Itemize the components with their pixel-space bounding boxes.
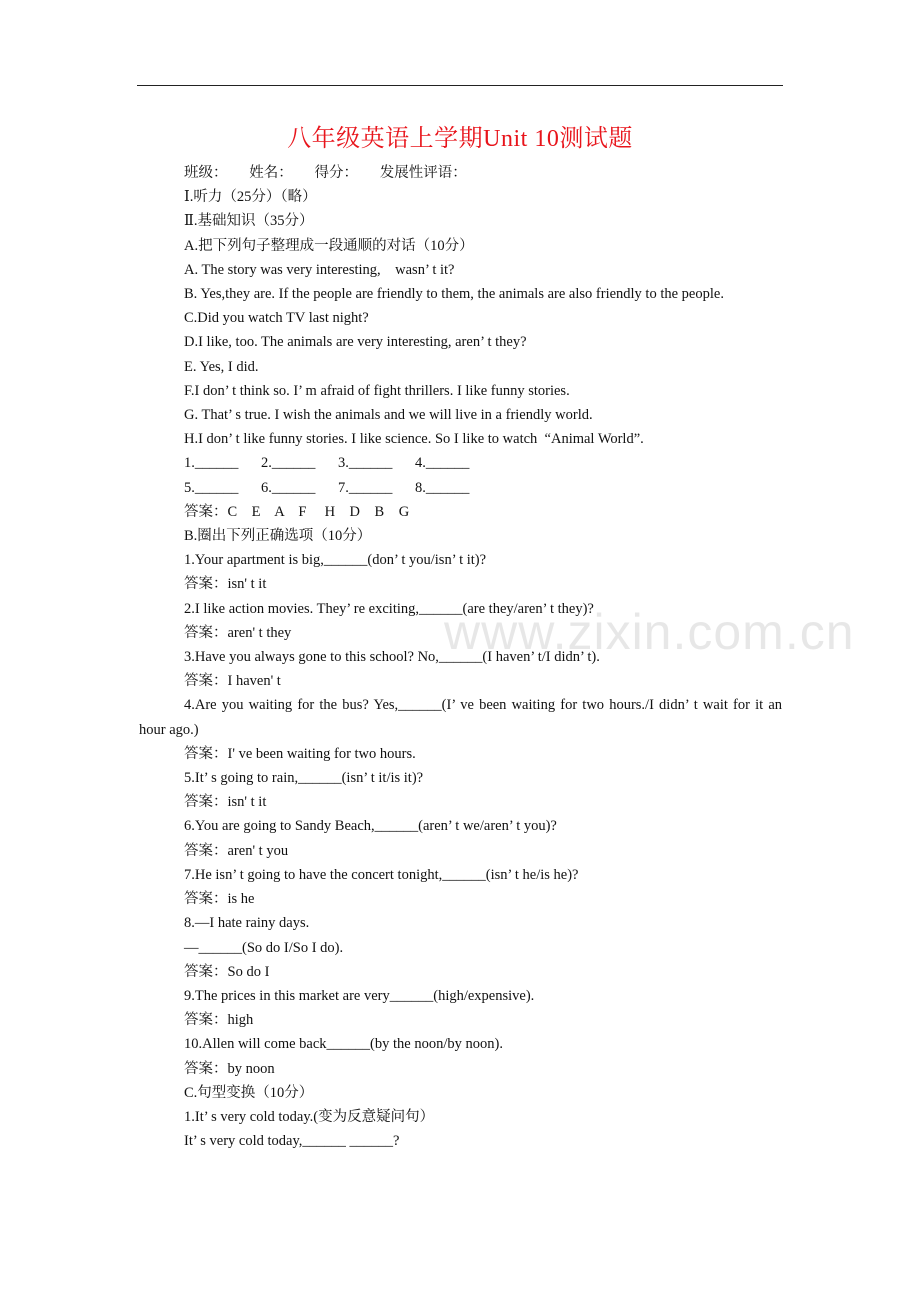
question: 5.It’ s going to rain,______(isn’ t it/is it)? xyxy=(184,770,424,787)
blank: 1.______ xyxy=(184,455,239,472)
answer-blanks-row-1 xyxy=(139,451,782,475)
question: 8.—I hate rainy days. xyxy=(184,915,310,932)
answer: 答案：I' ve been waiting for two hours. xyxy=(184,745,416,762)
blank: 4.______ xyxy=(415,455,470,472)
page-title: 八年级英语上学期Unit 10测试题 xyxy=(287,126,633,152)
dialogue-line-e: E. Yes, I did. xyxy=(184,358,259,375)
question: 10.Allen will come back______(by the noon/by noon). xyxy=(184,1036,503,1053)
blank: 8.______ xyxy=(415,479,470,496)
blank: 3.______ xyxy=(338,455,393,472)
dialogue-line-g: G. That’ s true. I wish the animals and we will live in a friendly world. xyxy=(184,407,593,424)
blank: 6.______ xyxy=(261,479,316,496)
question-blank-line: It’ s very cold today,______ ______? xyxy=(184,1133,400,1150)
question: 2.I like action movies. They’ re exciting,______(are they/aren’ t they)? xyxy=(184,600,594,617)
blank: 5.______ xyxy=(184,479,239,496)
answer: 答案：So do I xyxy=(184,963,270,980)
blank: 2.______ xyxy=(261,455,316,472)
answer: 答案：is he xyxy=(184,891,255,908)
question: 4.Are you waiting for the bus? Yes,______(I’ ve been waiting for two hours./I didn’ t wait for it an hour ago.) xyxy=(139,697,782,738)
answer: 答案：aren' t they xyxy=(184,624,292,641)
question: 1.Your apartment is big,______(don’ t you/isn’ t it)? xyxy=(184,552,487,569)
header-fields: 班级： 姓名： 得分： 发展性评语： xyxy=(184,165,467,181)
blank: 7.______ xyxy=(338,479,393,496)
dialogue-line-f: F.I don’ t think so. I’ m afraid of fight thrillers. I like funny stories. xyxy=(184,382,570,399)
answer: 答案：high xyxy=(184,1012,254,1029)
part-a-heading: A.把下列句子整理成一段通顺的对话（10分） xyxy=(184,237,474,254)
answer: 答案：by noon xyxy=(184,1060,275,1077)
question: 6.You are going to Sandy Beach,______(aren’ t we/aren’ t you)? xyxy=(184,818,557,835)
answer-a: 答案：C E A F H D B G xyxy=(184,503,410,520)
dialogue-line-h: H.I don’ t like funny stories. I like science. So I like to watch “Animal World”. xyxy=(184,431,644,448)
answer: 答案：isn' t it xyxy=(184,576,267,593)
question-continued: —______(So do I/So I do). xyxy=(184,939,344,956)
question: 3.Have you always gone to this school? No,______(I haven’ t/I didn’ t). xyxy=(184,649,600,666)
question: 9.The prices in this market are very______(high/expensive). xyxy=(184,987,535,1004)
document-body xyxy=(139,161,782,1153)
answer: 答案：isn' t it xyxy=(184,794,267,811)
header-rule xyxy=(137,85,783,86)
part-c-heading: C.句型变换（10分） xyxy=(184,1084,314,1101)
section-listening: Ⅰ.听力（25分）（略） xyxy=(184,189,317,206)
answer-blanks-row-2 xyxy=(139,476,782,500)
answer: 答案：aren' t you xyxy=(184,842,289,859)
dialogue-line-a: A. The story was very interesting, wasn’ t it? xyxy=(184,261,455,278)
dialogue-line-b: B. Yes,they are. If the people are friendly to them, the animals are also friendly to the people. xyxy=(184,286,724,303)
question: 1.It’ s very cold today.(变为反意疑问句） xyxy=(184,1108,435,1125)
part-b-heading: B.圈出下列正确选项（10分） xyxy=(184,528,372,545)
dialogue-line-c: C.Did you watch TV last night? xyxy=(184,310,369,327)
dialogue-line-d: D.I like, too. The animals are very interesting, aren’ t they? xyxy=(184,334,527,351)
answer: 答案：I haven' t xyxy=(184,673,281,690)
watermark: www.zixin.com.cn xyxy=(444,604,855,660)
section-basics: Ⅱ.基础知识（35分） xyxy=(184,213,314,230)
question: 7.He isn’ t going to have the concert tonight,______(isn’ t he/is he)? xyxy=(184,866,579,883)
